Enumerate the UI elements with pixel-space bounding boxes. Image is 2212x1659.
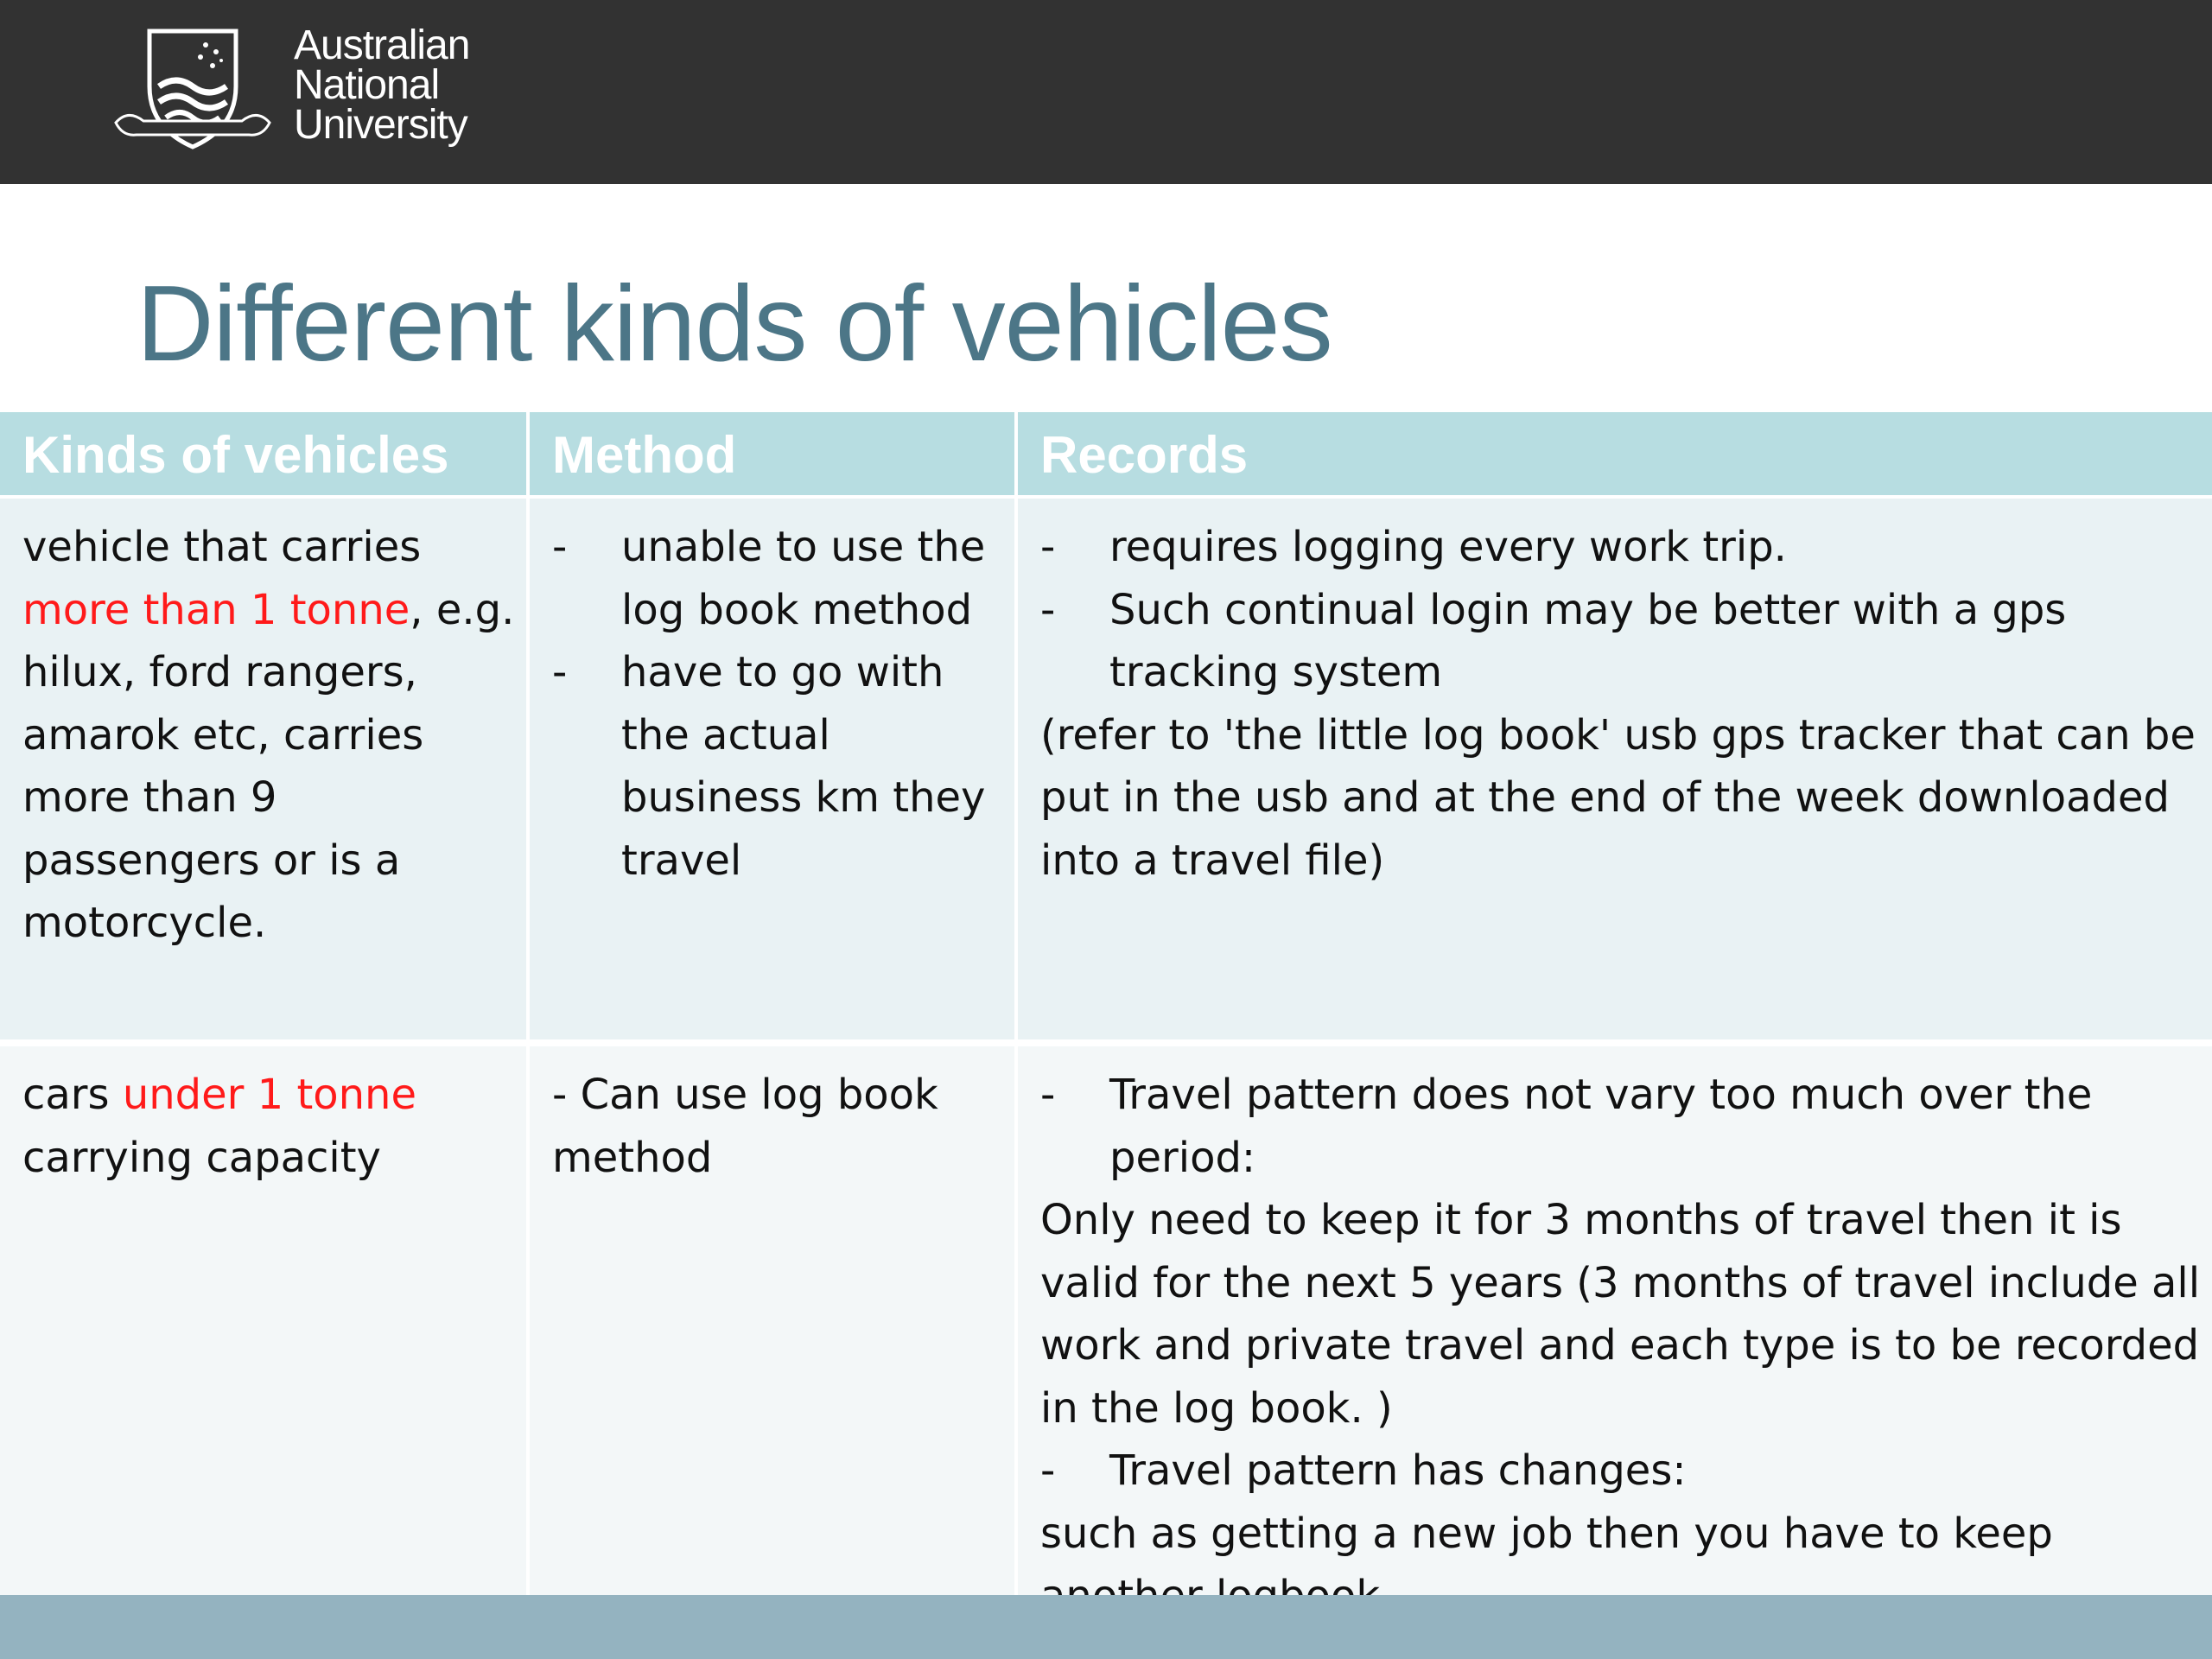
row1-records-cell	[1018, 499, 2212, 1039]
records-item-2: Travel pattern has changes:	[1109, 1446, 1687, 1495]
header-method: Method	[530, 412, 1018, 495]
list-item	[552, 516, 1014, 641]
table-row	[0, 1039, 2212, 1658]
list-item	[1040, 579, 2212, 704]
bullet-dash: -	[1040, 1071, 1056, 1119]
header-kinds: Kinds of vehicles	[0, 412, 530, 495]
row2-kind-highlight: under 1 tonne	[122, 1071, 417, 1119]
bullet-dash: -	[552, 648, 568, 696]
method-text: - Can use log book method	[552, 1071, 938, 1182]
top-banner	[0, 0, 2212, 184]
slide-title: Different kinds of vehicles	[137, 264, 1332, 384]
row2-kind-cell	[0, 1046, 530, 1658]
row1-kind-highlight: more than 1 tonne	[22, 585, 410, 634]
row1-kind-cell	[0, 499, 530, 1039]
records-note-2: such as getting a new job then you have to keep	[1040, 1509, 2053, 1558]
bullet-dash: -	[1040, 585, 1056, 634]
bullet-dash: -	[1040, 1446, 1056, 1495]
row2-kind-text: cars	[22, 1071, 110, 1119]
records-item-1: requires logging every work trip.	[1109, 523, 1787, 571]
logo-line-1: Australian	[294, 22, 470, 68]
list-item	[552, 641, 1014, 892]
row2-kind-rest: carrying capacity	[22, 1133, 381, 1182]
row1-kind-text: vehicle that carries	[22, 523, 422, 571]
row2-method-cell	[530, 1046, 1018, 1658]
anu-logo	[111, 22, 491, 156]
bullet-dash: -	[1040, 523, 1056, 571]
list-item	[1040, 516, 2212, 579]
logo-line-3: University	[294, 102, 467, 148]
vehicles-table	[0, 412, 2212, 1658]
records-item-2: Such continual login may be better with a gps tracking system	[1109, 585, 2067, 696]
table-row	[0, 499, 2212, 1039]
records-note: (refer to 'the little log book' usb gps tracker that can be put in the usb and at the end of the week downloaded into a travel file)	[1040, 710, 2196, 885]
row1-method-cell	[530, 499, 1018, 1039]
method-item-1: unable to use the log book method	[621, 523, 986, 634]
university-name	[294, 22, 470, 148]
records-note-1: Only need to keep it for 3 months of travel then it is valid for the next 5 years (3 months of travel include all work and private travel and each type is to be recorded in the log book. )	[1040, 1196, 2201, 1433]
bullet-dash: -	[552, 523, 568, 571]
bottom-banner	[0, 1595, 2212, 1659]
table-header-row	[0, 412, 2212, 499]
list-item	[1040, 1440, 2212, 1503]
method-item-2: have to go with the actual business km they travel	[621, 648, 986, 885]
records-item-1: Travel pattern does not vary too much over the period:	[1109, 1071, 2093, 1182]
header-records: Records	[1018, 412, 2212, 495]
row2-records-cell	[1018, 1046, 2212, 1658]
list-item	[1040, 1064, 2212, 1189]
row1-kind-rest: , e.g. hilux, ford rangers, amarok etc, carries more than 9 passengers or is a motorcycle.	[22, 585, 515, 947]
logo-line-2: National	[294, 62, 440, 108]
anu-crest-icon	[111, 26, 275, 156]
